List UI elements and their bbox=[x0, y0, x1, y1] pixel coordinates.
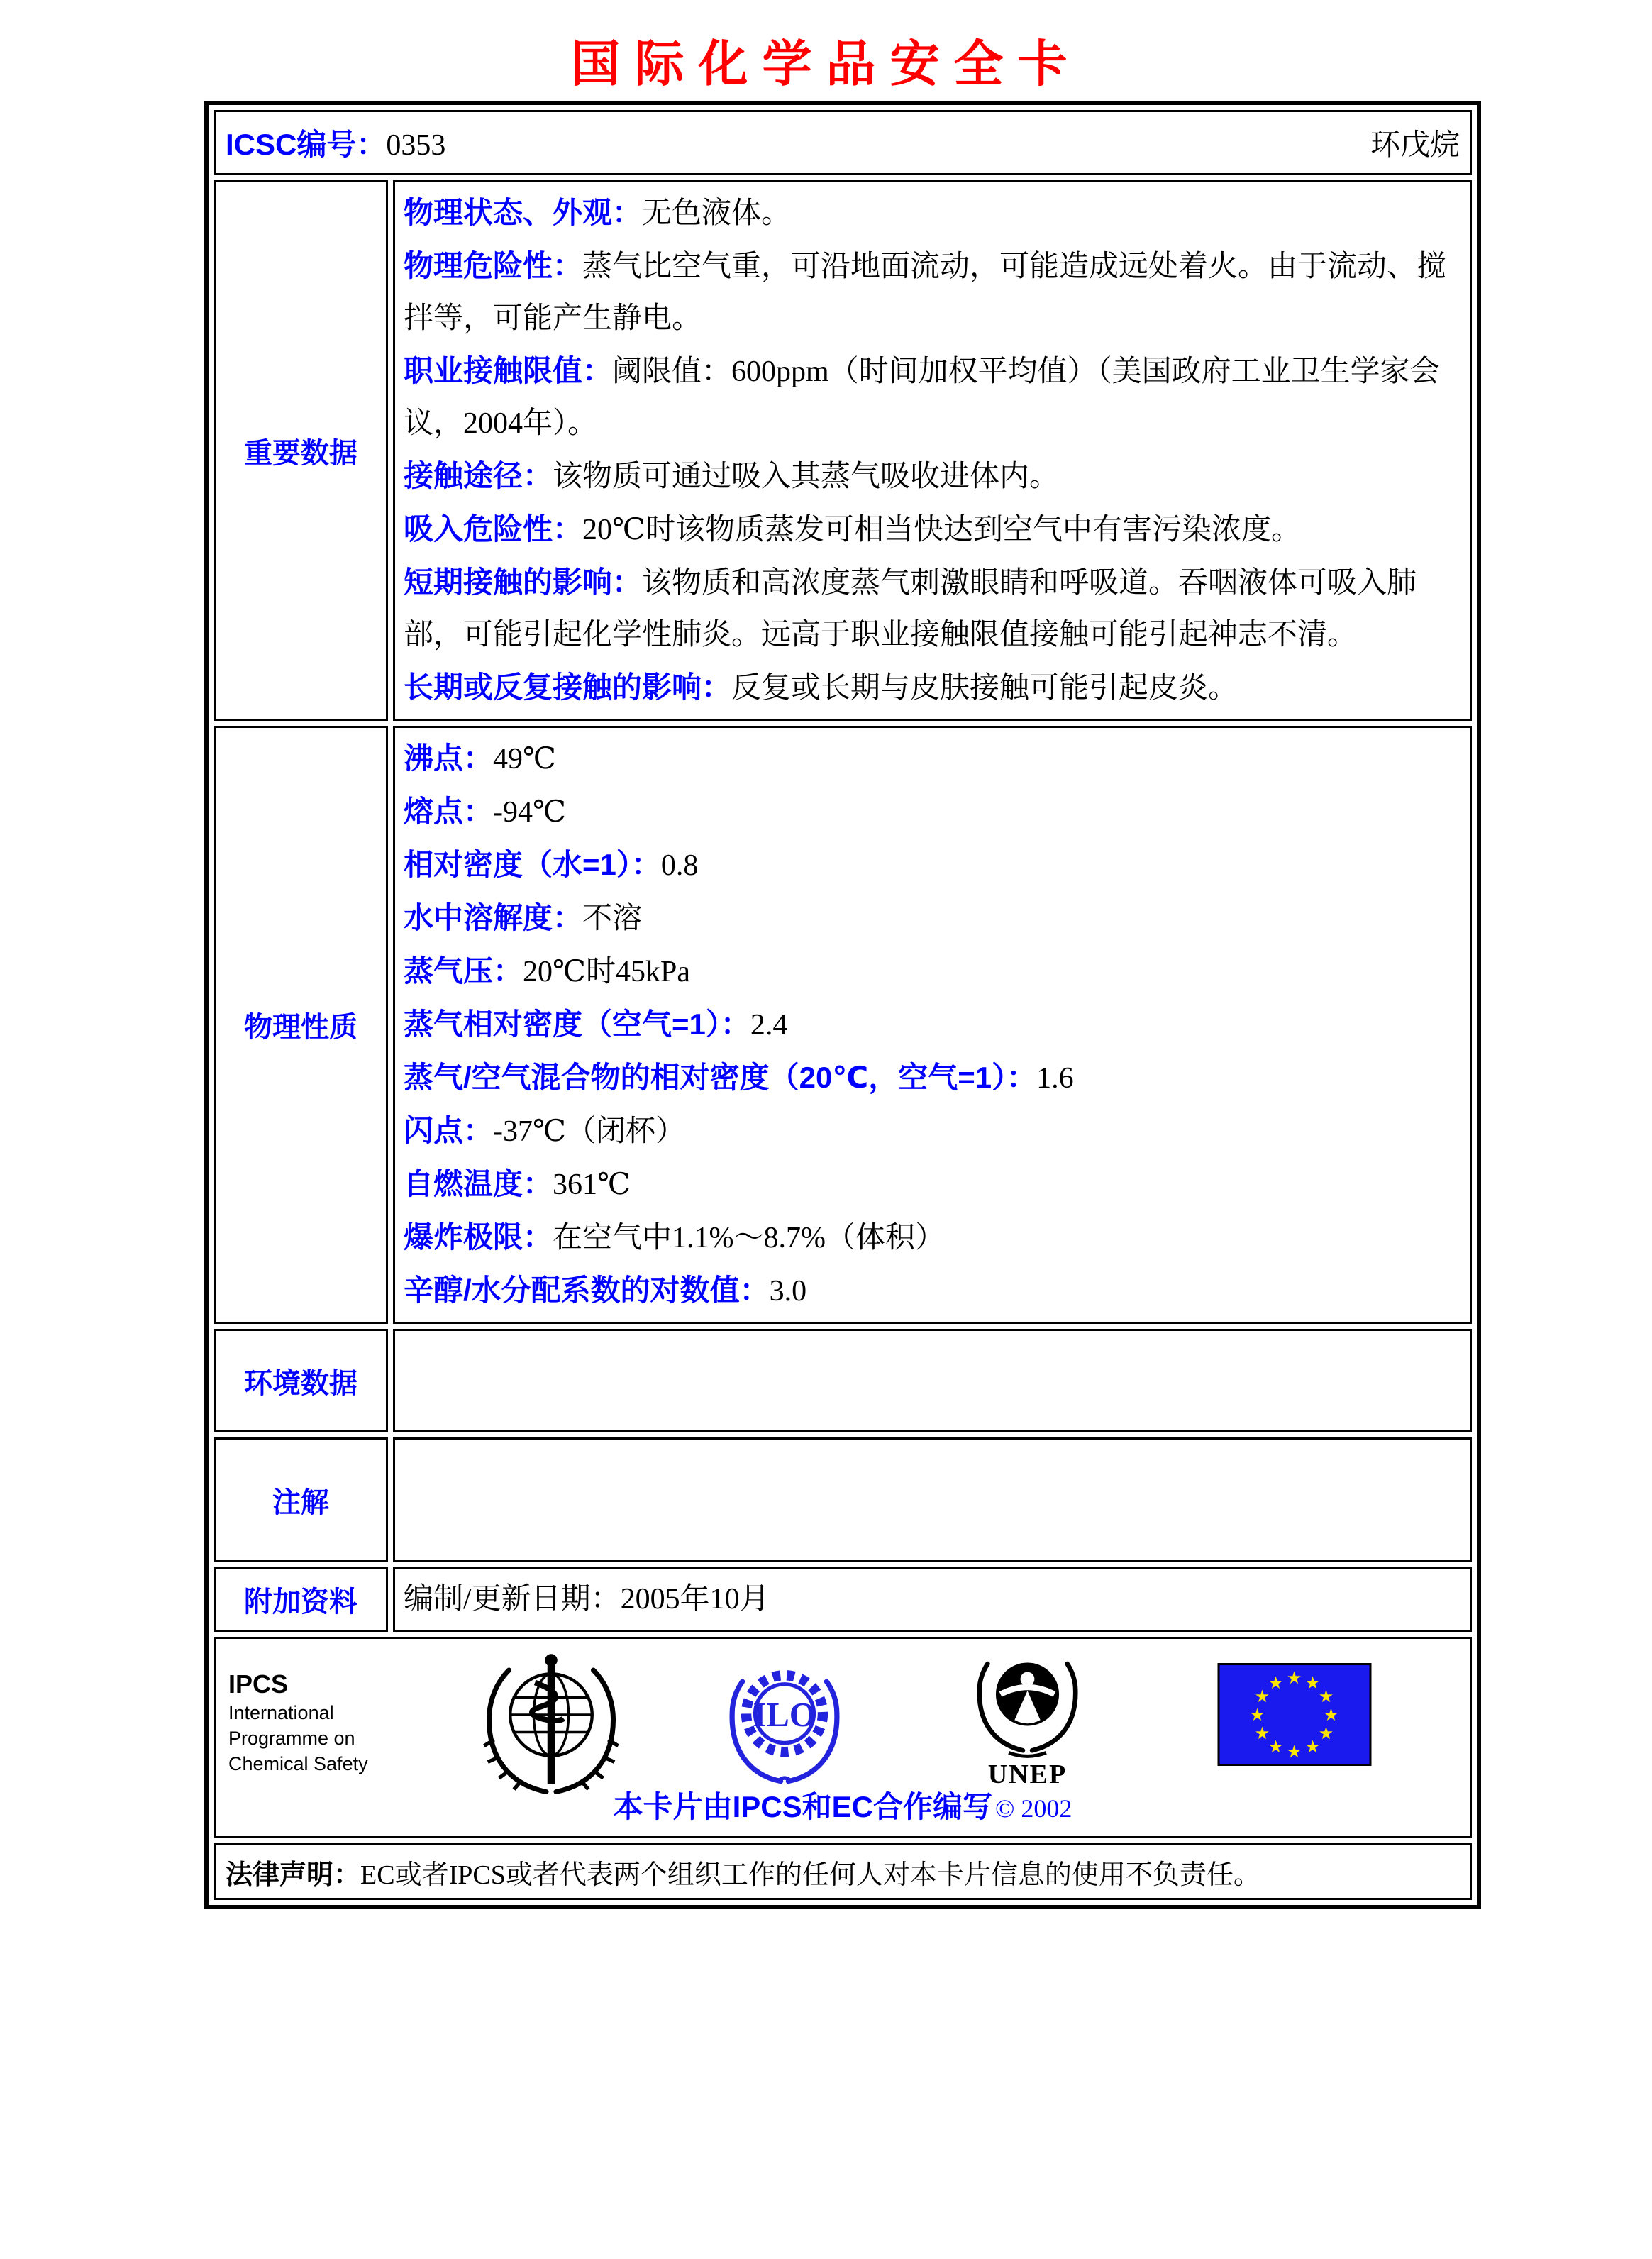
property-line: 辛醇/水分配系数的对数值：3.0 bbox=[404, 1274, 807, 1308]
ipcs-block bbox=[228, 1669, 368, 1777]
who-logo-icon bbox=[477, 1650, 626, 1803]
important-data-item: 长期或反复接触的影响：反复或长期与皮肤接触可能引起皮炎。 bbox=[404, 670, 1238, 705]
important-data-item: 短期接触的影响：该物质和高浓度蒸气刺激眼睛和呼吸道。吞咽液体可吸入肺部，可能引起化学性肺炎。远高于职业接触限值接触可能引起神志不清。 bbox=[404, 565, 1417, 651]
important-data-content bbox=[393, 180, 1472, 721]
property-line: 蒸气相对密度（空气=1）：2.4 bbox=[404, 1007, 788, 1042]
eu-star: ★ bbox=[1318, 1686, 1334, 1706]
notes-content bbox=[393, 1437, 1472, 1562]
row-physical-properties bbox=[214, 726, 1472, 1324]
property-line: 水中溶解度：不溶 bbox=[404, 901, 643, 935]
property-line: 沸点：49℃ bbox=[404, 741, 556, 775]
unep-logo-icon bbox=[969, 1647, 1086, 1790]
row-environmental-data bbox=[214, 1329, 1472, 1432]
eu-star: ★ bbox=[1268, 1737, 1284, 1757]
important-data-item: 接触途径：该物质可通过吸入其蒸气吸收进体内。 bbox=[404, 459, 1060, 493]
sidebar-label-important-data: 重要数据 bbox=[214, 180, 388, 721]
eu-star: ★ bbox=[1323, 1705, 1339, 1725]
sidebar-label-notes: 注解 bbox=[214, 1437, 388, 1562]
property-line: 蒸气/空气混合物的相对密度（20℃，空气=1）：1.6 bbox=[404, 1061, 1074, 1095]
sidebar-label-environmental-data: 环境数据 bbox=[214, 1329, 388, 1432]
eu-star: ★ bbox=[1286, 1668, 1302, 1688]
important-data-item: 物理状态、外观：无色液体。 bbox=[404, 196, 792, 230]
eu-star: ★ bbox=[1304, 1737, 1321, 1757]
important-data-item: 吸入危险性：20℃时该物质蒸发可相当快达到空气中有害污染浓度。 bbox=[404, 512, 1302, 546]
page-title: 国际化学品安全卡 bbox=[570, 38, 1082, 92]
legal-cell bbox=[214, 1843, 1472, 1900]
eu-star: ★ bbox=[1286, 1742, 1302, 1762]
sidebar-label-physical-properties: 物理性质 bbox=[214, 726, 388, 1324]
legal-text: EC或者IPCS或者代表两个组织工作的任何人对本卡片信息的使用不负责任。 bbox=[360, 1860, 1260, 1890]
ipcs-subtitle-line: International bbox=[228, 1702, 334, 1723]
caption-copyright: © 2002 bbox=[995, 1794, 1072, 1823]
physical-properties-content bbox=[393, 726, 1472, 1324]
icsc-number-label: ICSC编号： bbox=[226, 128, 387, 161]
important-data-item: 物理危险性：蒸气比空气重，可沿地面流动，可能造成远处着火。由于流动、搅拌等，可能产生静电。 bbox=[404, 249, 1447, 335]
legal-label: 法律声明： bbox=[226, 1860, 361, 1890]
eu-star: ★ bbox=[1268, 1673, 1284, 1693]
row-important-data bbox=[214, 180, 1472, 721]
ipcs-title: IPCS bbox=[228, 1669, 289, 1699]
row-notes bbox=[214, 1437, 1472, 1562]
icsc-number-value: 0353 bbox=[386, 129, 446, 162]
header-cell bbox=[214, 110, 1472, 175]
header-row bbox=[214, 110, 1472, 175]
property-line: 自燃温度：361℃ bbox=[404, 1167, 631, 1201]
ipcs-subtitle-line: Chemical Safety bbox=[228, 1753, 368, 1774]
eu-flag-icon bbox=[1217, 1663, 1372, 1769]
ilo-logo-icon bbox=[721, 1657, 848, 1789]
property-line: 熔点：-94℃ bbox=[404, 795, 566, 829]
eu-star: ★ bbox=[1254, 1723, 1270, 1743]
row-legal bbox=[214, 1843, 1472, 1900]
safety-card-table bbox=[204, 101, 1481, 1909]
icsc-number-group bbox=[226, 121, 445, 164]
property-line: 爆炸极限：在空气中1.1%～8.7%（体积） bbox=[404, 1220, 945, 1254]
row-additional-info bbox=[214, 1567, 1472, 1632]
property-line: 闪点：-37℃（闭杯） bbox=[404, 1114, 685, 1148]
row-footer bbox=[214, 1637, 1472, 1838]
additional-info-content: 编制/更新日期：2005年10月 bbox=[393, 1567, 1472, 1632]
unep-label: UNEP bbox=[987, 1760, 1068, 1789]
eu-star: ★ bbox=[1254, 1686, 1270, 1706]
chemical-name: 环戊烷 bbox=[1370, 129, 1460, 162]
eu-star: ★ bbox=[1318, 1723, 1334, 1743]
eu-star: ★ bbox=[1249, 1705, 1265, 1725]
environmental-data-content bbox=[393, 1329, 1472, 1432]
property-line: 蒸气压：20℃时45kPa bbox=[404, 954, 690, 988]
caption-text: 本卡片由IPCS和EC合作编写 bbox=[613, 1790, 992, 1823]
footer-caption bbox=[216, 1784, 1470, 1826]
footer-cell bbox=[214, 1637, 1472, 1838]
ilo-letters: ILO bbox=[753, 1696, 816, 1735]
ipcs-subtitle-line: Programme on bbox=[228, 1728, 355, 1749]
important-data-item: 职业接触限值：阈限值：600ppm（时间加权平均值）（美国政府工业卫生学家会议，2004年）。 bbox=[404, 354, 1440, 440]
sidebar-label-additional-info: 附加资料 bbox=[214, 1567, 388, 1632]
property-line: 相对密度（水=1）：0.8 bbox=[404, 848, 699, 882]
eu-star: ★ bbox=[1304, 1673, 1321, 1693]
